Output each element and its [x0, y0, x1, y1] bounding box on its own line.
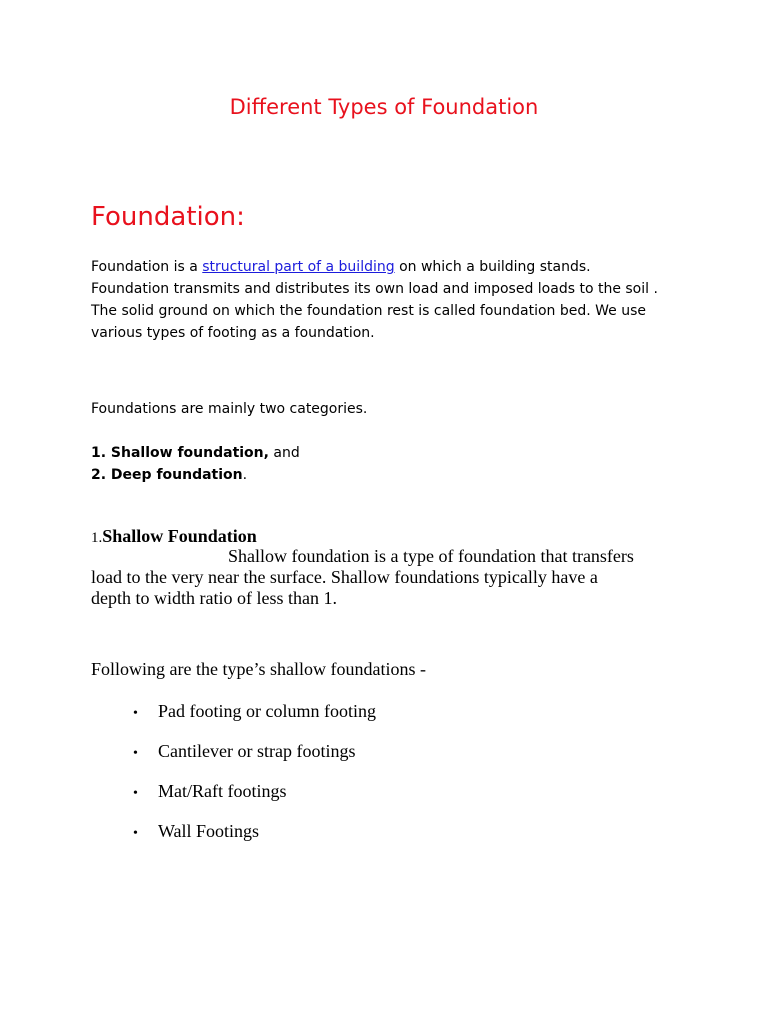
intro-line1-suffix: on which a building stands.	[394, 259, 591, 275]
intro-line2: Foundation transmits and distributes its own load and imposed loads to the soil .	[91, 281, 658, 297]
list-item	[133, 820, 376, 860]
bullet-icon: •	[133, 706, 138, 721]
section-heading-foundation: Foundation:	[91, 202, 245, 232]
category-item	[91, 467, 247, 483]
bullet-icon: •	[133, 826, 138, 841]
list-item-text: Mat/Raft footings	[158, 781, 287, 801]
categories-intro: Foundations are mainly two categories.	[91, 401, 368, 417]
shallow-desc-line3: depth to width ratio of less than 1.	[91, 588, 337, 608]
category-label: 1. Shallow foundation,	[91, 445, 269, 461]
list-item	[133, 780, 376, 820]
intro-line3: The solid ground on which the foundation rest is called foundation bed. We use	[91, 303, 647, 319]
list-item	[133, 700, 376, 740]
shallow-heading-text: Shallow Foundation	[102, 526, 257, 546]
categories-list	[91, 442, 300, 486]
shallow-foundation-heading	[91, 526, 257, 547]
intro-paragraph	[91, 256, 658, 344]
category-suffix: and	[268, 445, 300, 461]
list-item-text: Cantilever or strap footings	[158, 741, 356, 761]
intro-line4: various types of footing as a foundation.	[91, 325, 375, 341]
category-label: 2. Deep foundation	[91, 467, 243, 483]
shallow-types-list	[133, 700, 376, 860]
shallow-types-intro: Following are the type’s shallow foundations -	[91, 659, 426, 679]
category-item	[91, 445, 300, 461]
bullet-icon: •	[133, 746, 138, 761]
structural-part-link[interactable]: structural part of a building	[202, 259, 395, 275]
category-suffix: .	[242, 467, 248, 483]
bullet-icon: •	[133, 786, 138, 801]
list-item	[133, 740, 376, 780]
list-item-text: Pad footing or column footing	[158, 701, 376, 721]
document-title: Different Types of Foundation	[229, 95, 539, 119]
shallow-desc-line1: Shallow foundation is a type of foundation that transfers	[228, 546, 634, 566]
shallow-foundation-description	[91, 546, 634, 609]
intro-prefix: Foundation is a	[91, 259, 203, 275]
list-item-text: Wall Footings	[158, 821, 260, 841]
shallow-desc-line2: load to the very near the surface. Shallow foundations typically have a	[91, 567, 598, 587]
shallow-heading-number: 1.	[91, 530, 103, 546]
